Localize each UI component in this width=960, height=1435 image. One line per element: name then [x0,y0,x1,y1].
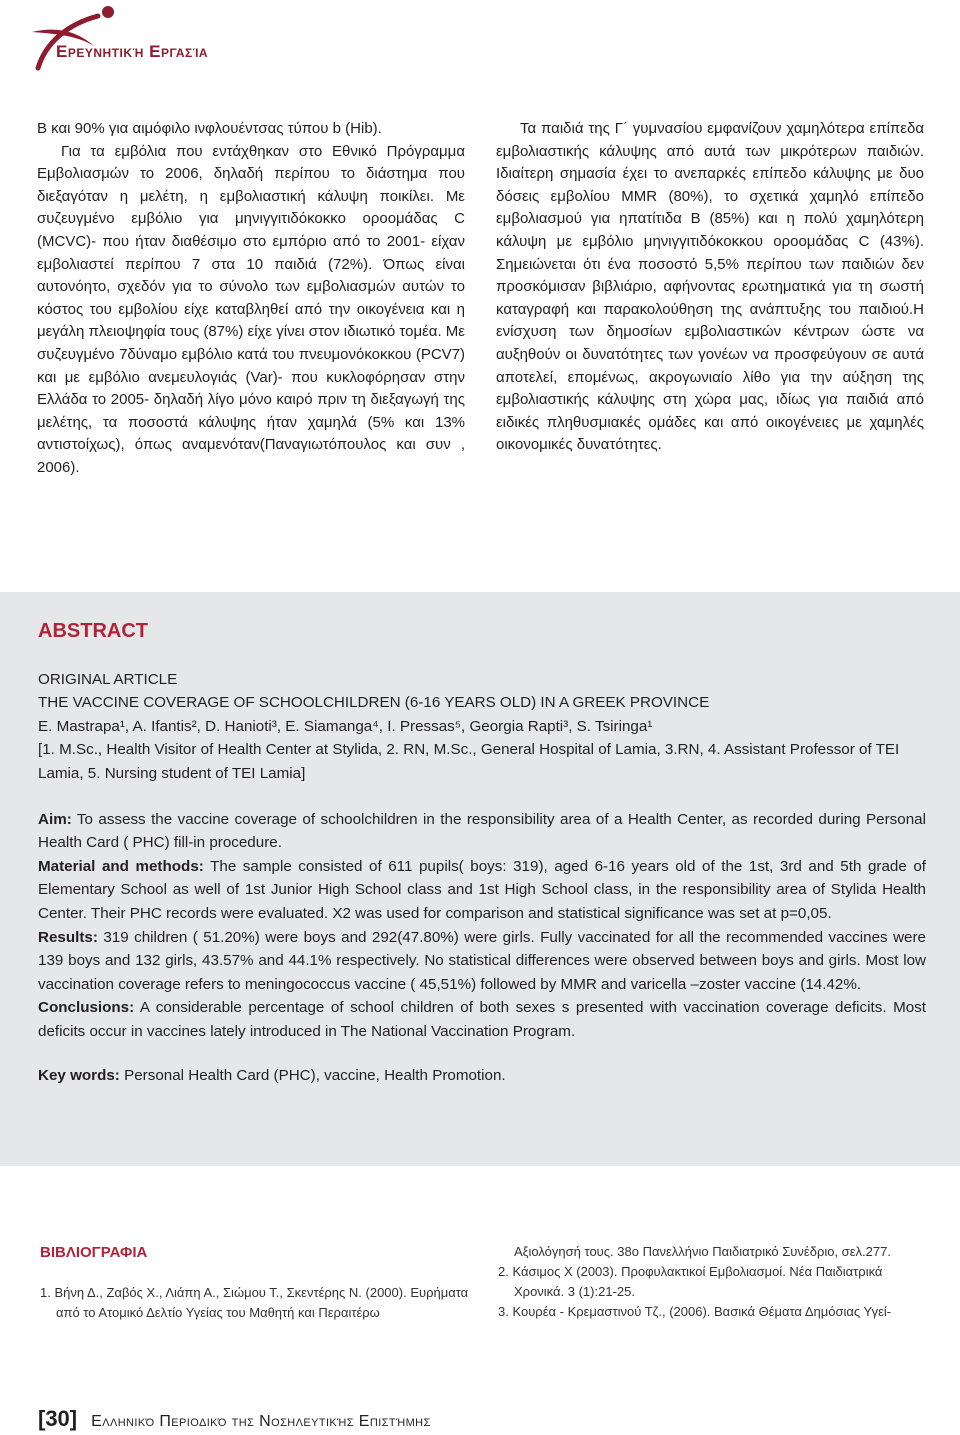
paragraph: Τα παιδιά της Γ΄ γυμνασίου εμφανίζουν χαμηλότερα επίπεδα εμβολιαστικής κάλυψης από αυτά των μικρότερων παιδιών. Ιδιαίτερη σημασία έχει το ανεπαρκές επίπεδο κάλυψης με δυο δόσεις εμβολίου MMR (80%), το σχετικά χαμηλό επίπεδο εμβολιασμού για ηπατίτιδα Β (85%) και η πολύ χαμηλότερη κάλυψη με εμβόλιο μηνιγγιτιδόκοκκου οροομάδας C (43%). Σημειώνεται ότι ένα ποσοστό 5,5% περίπου των παιδιών δεν προσκόμισαν βιβλιάριο, αφήνοντας ερωτηματικά για τη σωστή καταγραφή και παρακολούθηση της ανάπτυξης του παιδιού.Η ενίσχυση των δημοσίων εμβολιαστικών κέντρων ώστε να αυξηθούν οι δυνατότητες των γονέων να προσφεύγουν σε αυτά αποτελεί, επομένως, ακρογωνιαίο λίθο για την αύξηση της εμβολιαστικής κάλυψης στη χώρα μας, ιδίως για παιδιά από ειδικές πληθυσμιακές ομάδες και από οικογένειες με χαμηλές οικονομικές δυνατότητες. [496,120,924,454]
conclusions-text: A considerable percentage of school children of both sexes s presented with vaccination coverage deficits. Most deficits occur in vaccines lately introduced in The National Vaccination Program. [38,999,926,1040]
keywords-text: Personal Health Card (PHC), vaccine, Health Promotion. [119,1066,506,1084]
conclusions-label: Conclusions: [38,999,135,1017]
page-number: [30] [38,1406,78,1431]
affiliations: [1. M.Sc., Health Visitor of Health Center at Stylida, 2. RN, M.Sc., General Hospital of Lamia, 3.RN, 4. Assistant Professor of TEI Lamia, 5. Nursing student of TEI Lamia] [38,741,900,782]
reference-item: 3. Κουρέα - Κρεμαστινού Τζ., (2006). Βασικά Θέματα Δημόσιας Υγεί- [498,1304,892,1319]
section-label: Ερευνητική Εργασία [56,42,209,61]
abstract-methods [38,855,926,926]
abstract-heading: ABSTRACT [38,620,148,642]
methods-label: Material and methods: [38,857,204,875]
article-title: THE VACCINE COVERAGE OF SCHOOLCHILDREN (6-16 YEARS OLD) IN A GREEK PROVINCE [38,694,710,712]
abstract-aim [38,808,926,855]
results-text: 319 children ( 51.20%) were boys and 292(47.80%) were girls. Fully vaccinated for all the recommended vaccines were 139 boys and 132 girls, 43.57% and 44.1% respectively. No statistical differences were observed between boys and girls. Most low vaccination coverage refers to meningococcus vaccine ( 45,51%) followed by MMR and varicella –zoster vaccine (14.42%. [38,928,926,993]
aim-text: To assess the vaccine coverage of schoolchildren in the responsibility area of a Health Center, as recorded during Personal Health Card ( PHC) fill-in procedure. [38,810,926,852]
body-left-column [37,118,465,480]
results-label: Results: [38,928,98,946]
aim-label: Aim: [38,810,72,828]
abstract-conclusions [38,996,926,1043]
keywords-label: Key words: [38,1066,120,1084]
journal-logo [28,2,148,74]
reference-item: Αξιολόγησή τους. 38ο Πανελλήνιο Παιδιατρικό Συνέδριο, σελ.277. [514,1244,891,1259]
journal-name: Ελληνικό Περιοδικό της Νοσηλευτικής Επιστήμης [91,1413,431,1430]
reference-item: 2. Κάσιμος Χ (2003). Προφυλακτικοί Εμβολιασμοί. Νέα Παιδιατρικά Χρονικά. 3 (1):21-25. [498,1264,883,1299]
paragraph: Για τα εμβόλια που εντάχθηκαν στο Εθνικό Πρόγραμμα Εμβολιασμών το 2006, δηλαδή περίπου το διάστημα που διεξαγόταν η μελέτη, η εμβολιαστική κάλυψη ποικίλει. Με συζευγμένο εμβόλιο για μηνιγγιτιδόκοκκο οροομάδας C (MCVC)- που ήταν διαθέσιμο στο εμπόριο από το 2001- είχαν εμβολιαστεί περίπου 7 στα 10 παιδιά (72%). Όπως είναι αυτονόητο, σχεδόν για το σύνολο των εμβολιασμών αυτών το κόστος του εμβολίου είχε καταβληθεί από την οικογένεια και η μεγάλη πλειοψηφία τους (87%) είχε γίνει στον ιδιωτικό τομέα. Με συζευγμένο 7δύναμο εμβόλιο κατά του πνευμονόκοκκου (PCV7) και με εμβόλιο ανεμευλογιάς (Var)- που κυκλοφόρησαν στην Ελλάδα το 2005- δηλαδή λίγο μόνο καιρό πριν τη διεξαγωγή της μελέτης, τα ποσοστά κάλυψης ήταν χαμηλά (5% και 13% αντιστοίχως), όπως αναμενόταν(Παναγιωτόπουλος και συν , 2006). [37,142,465,476]
references-right [498,1242,928,1322]
abstract-results [38,926,926,997]
logo-head-icon [102,6,114,18]
authors: E. Mastrapa¹, A. Ifantis², D. Hanioti³, E. Siamanga⁴, I. Pressas⁵, Georgia Rapti³, S. Tsiringa¹ [38,717,653,735]
body-right-column [496,118,924,457]
paragraph: Β και 90% για αιμόφιλο ινφλουέντσας τύπου b (Hib). [37,120,382,137]
article-type: ORIGINAL ARTICLE [38,670,178,688]
references-title: ΒΙΒΛΙΟΓΡΑΦΙΑ [40,1244,148,1261]
reference-item: 1. Βήνη Δ., Ζαβός Χ., Λιάπη Α., Σιώμου Τ., Σκεντέρης Ν. (2000). Ευρήματα από το Ατομικό Δελτίο Υγείας του Μαθητή και Περαιτέρω [40,1285,469,1320]
abstract-keywords [38,1064,926,1088]
methods-text: The sample consisted of 611 pupils( boys: 319), aged 6-16 years old of the 1st, 3rd and 5th grade of Elementary School as well of 1st Junior High School class and 1st High School class, in the responsibility area of Stylida Health Center. Their PHC records were evaluated. X2 was used for comparison and statistical significance was set at p=0,05. [38,857,926,922]
abstract-box [0,592,960,1166]
references-left [40,1283,470,1323]
page-footer [38,1406,431,1432]
